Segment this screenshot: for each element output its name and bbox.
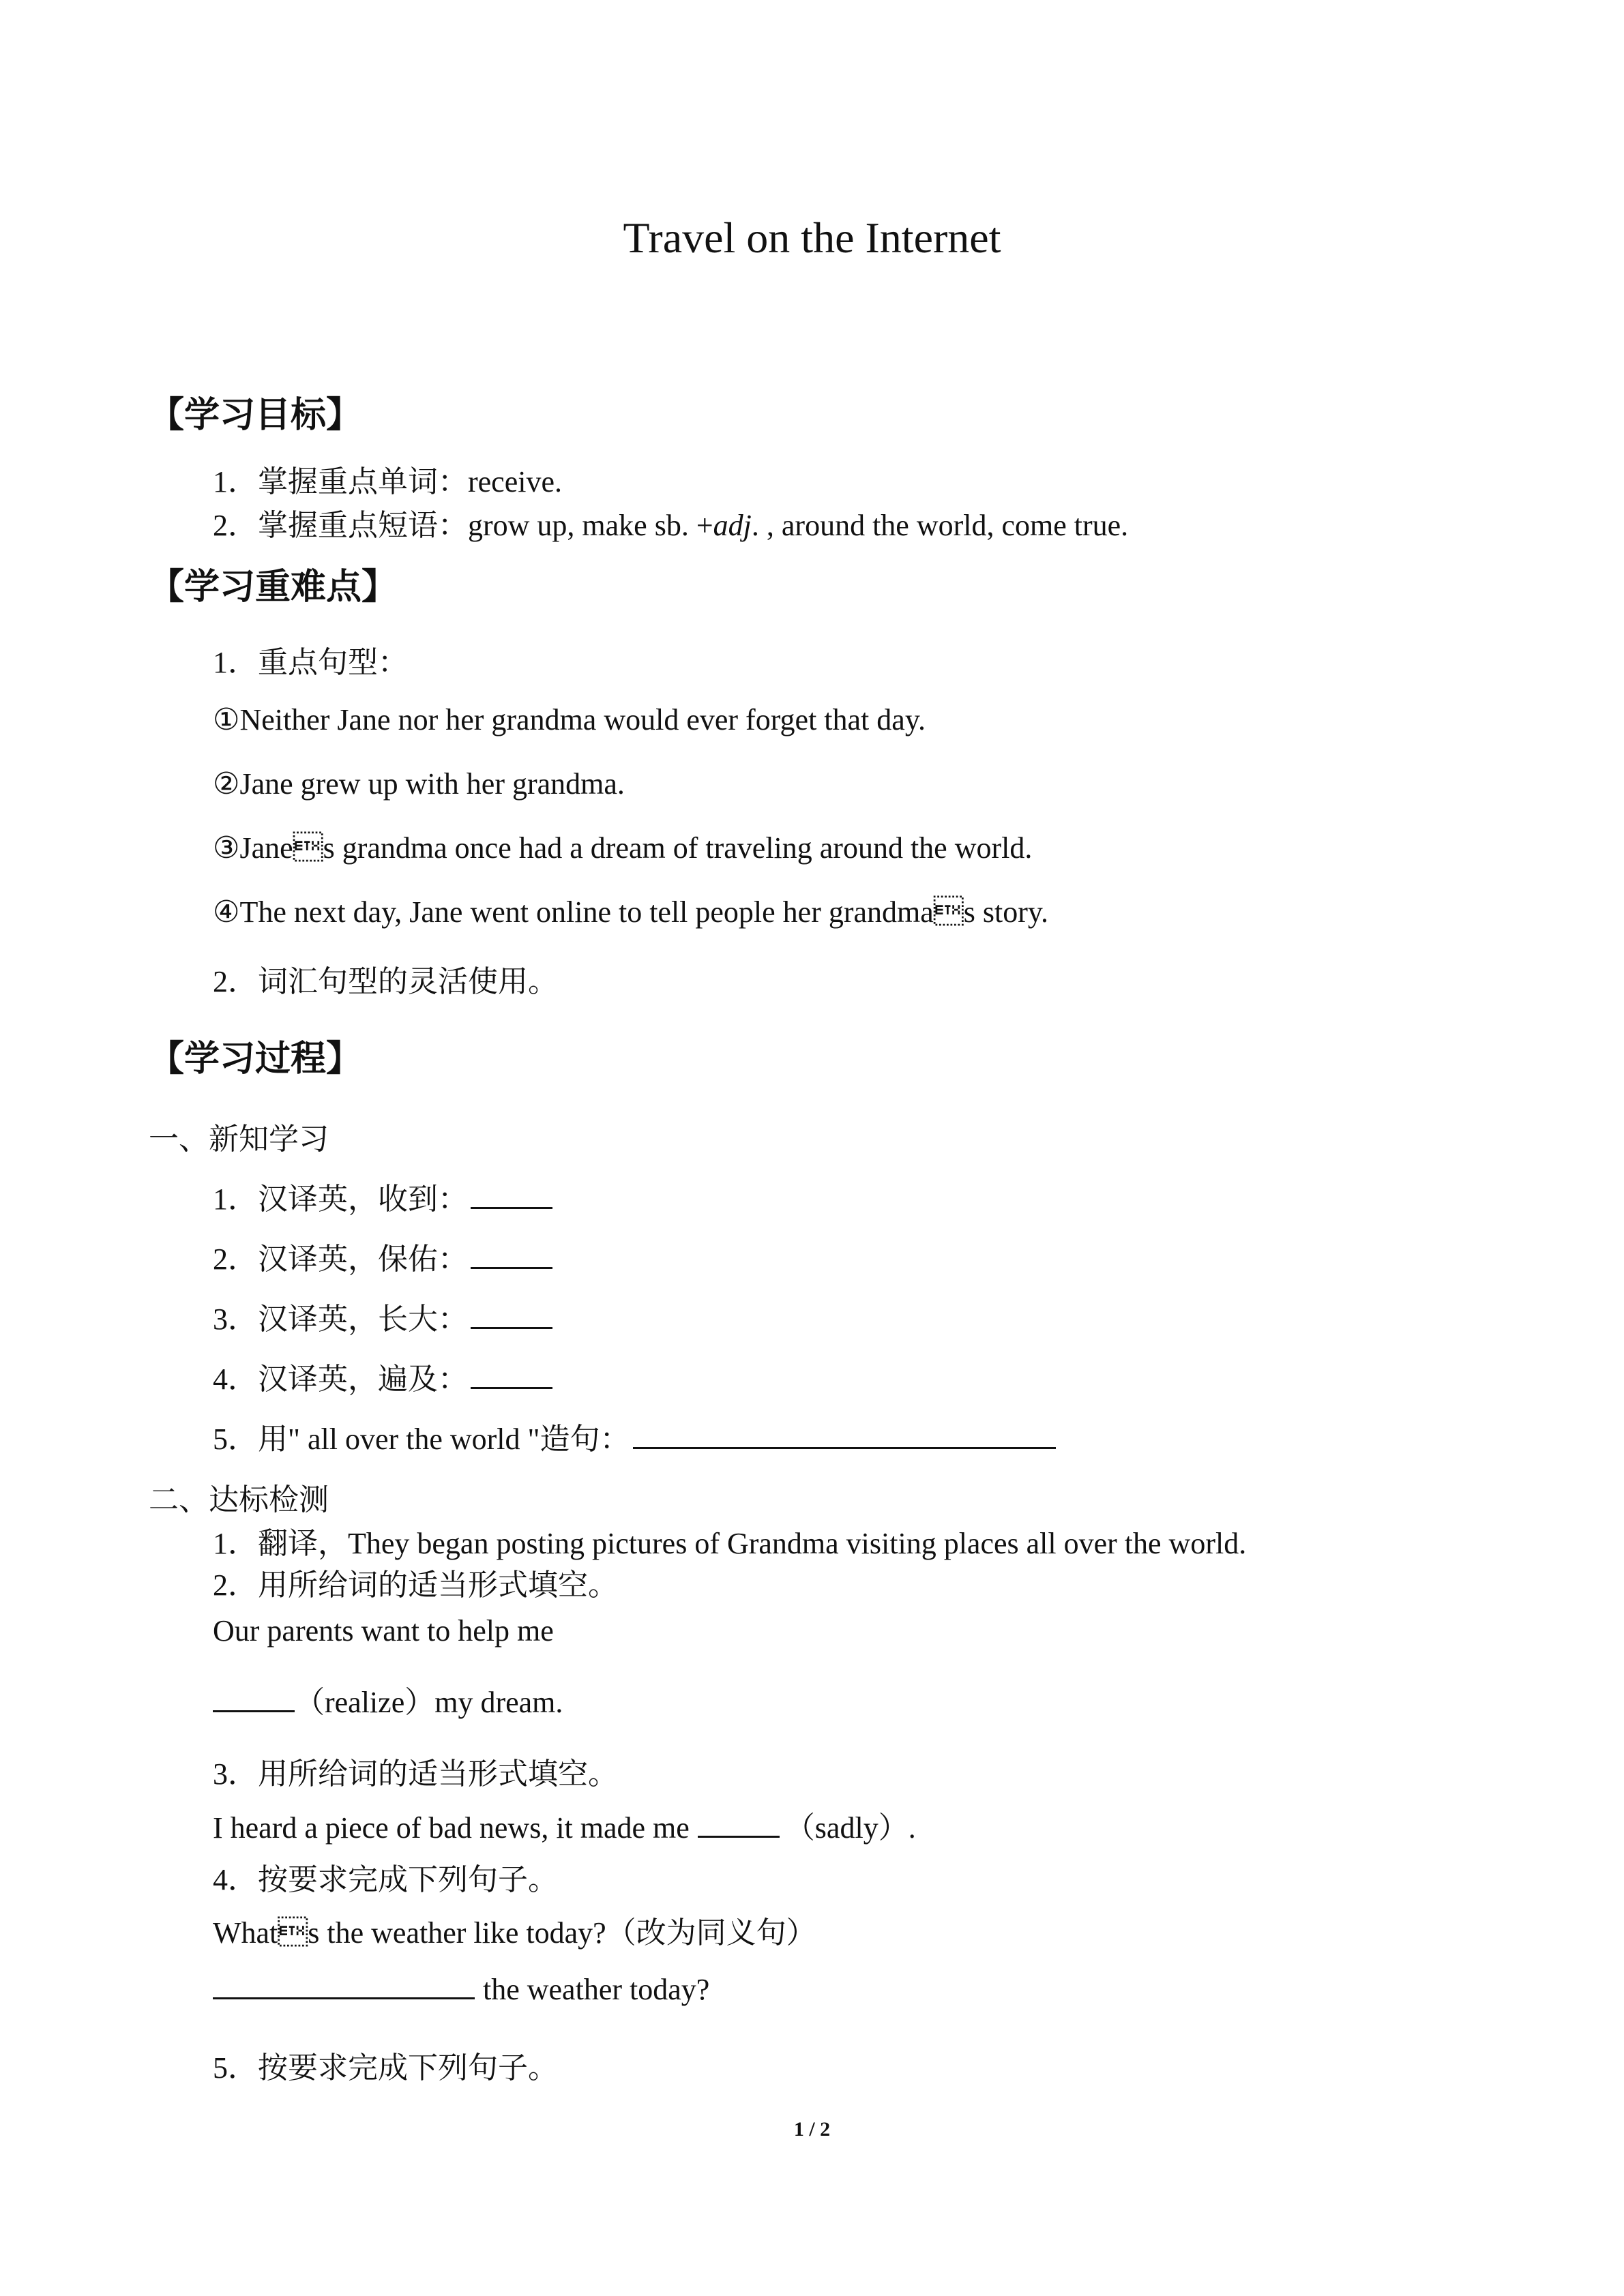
vocab-question-3-text: 3．汉译英，长大： <box>213 1302 468 1336</box>
vocab-question-1-text: 1．汉译英，收到： <box>213 1182 468 1216</box>
key-sentence-1: ①Neither Jane nor her grandma would ever forget that day. <box>213 703 926 736</box>
test-question-3-text: I heard a piece of bad news, it made me <box>213 1811 690 1845</box>
test-question-4-text: the weather today? <box>483 1973 710 2006</box>
difficulty-item-2: 2．词汇句型的灵活使用。 <box>213 965 558 998</box>
part1-title: 一、新知学习 <box>149 1122 329 1156</box>
test-question-2-line-1: Our parents want to help me <box>213 1614 554 1648</box>
section-heading-goals: 【学习目标】 <box>149 395 362 436</box>
goal-item-2-rest: . , around the world, come true. <box>751 509 1129 542</box>
test-question-4: 4．按要求完成下列句子。 <box>213 1863 558 1896</box>
test-question-2-hint: （realize）my dream. <box>295 1686 563 1719</box>
vocab-question-4 <box>213 1354 552 1398</box>
answer-blank[interactable] <box>471 1322 552 1329</box>
answer-blank[interactable] <box>633 1442 1056 1449</box>
vocab-question-2 <box>213 1234 552 1278</box>
test-question-4-line-1: Whats the weather like today?（改为同义句） <box>213 1916 816 1950</box>
key-sentence-2: ②Jane grew up with her grandma. <box>213 767 625 801</box>
test-question-1: 1．翻译，They began posting pictures of Grandma visiting places all over the world. <box>213 1527 1247 1560</box>
key-sentence-3: ③Janes grandma once had a dream of traveling around the world. <box>213 831 1033 865</box>
goal-item-2-text: 2．掌握重点短语：grow up, make sb. + <box>213 509 713 542</box>
vocab-question-4-text: 4．汉译英，遍及： <box>213 1362 468 1396</box>
goal-item-2 <box>213 501 1128 544</box>
answer-blank[interactable] <box>698 1830 780 1838</box>
page-title: Travel on the Internet <box>623 213 1001 262</box>
test-question-2-line-2 <box>213 1678 563 1721</box>
test-question-3: 3．用所给词的适当形式填空。 <box>213 1757 618 1791</box>
goal-item-2-adj: adj <box>713 509 752 542</box>
vocab-question-5 <box>213 1414 1056 1458</box>
answer-blank[interactable] <box>471 1262 552 1269</box>
vocab-question-3 <box>213 1294 552 1338</box>
difficulty-item-1: 1．重点句型： <box>213 646 408 679</box>
vocab-question-5-text: 5．用" all over the world "造句： <box>213 1422 630 1456</box>
test-question-2: 2．用所给词的适当形式填空。 <box>213 1568 618 1602</box>
part2-title: 二、达标检测 <box>149 1483 329 1517</box>
test-question-3-hint: （sadly）. <box>784 1811 916 1845</box>
key-sentence-4: ④The next day, Jane went online to tell people her grandmas story. <box>213 895 1049 929</box>
answer-blank[interactable] <box>213 1705 295 1712</box>
test-question-5: 5．按要求完成下列句子。 <box>213 2051 558 2085</box>
vocab-question-2-text: 2．汉译英，保佑： <box>213 1242 468 1276</box>
vocab-question-1 <box>213 1174 552 1218</box>
answer-blank[interactable] <box>213 1992 475 1999</box>
test-question-4-line-2 <box>213 1972 709 2007</box>
answer-blank[interactable] <box>471 1202 552 1209</box>
section-heading-difficulties: 【学习重难点】 <box>149 567 398 608</box>
answer-blank[interactable] <box>471 1382 552 1389</box>
page-number: 1 / 2 <box>793 2118 831 2141</box>
section-heading-process: 【学习过程】 <box>149 1039 362 1079</box>
test-question-3-line <box>213 1803 916 1847</box>
goal-item-1: 1．掌握重点单词：receive. <box>213 465 562 498</box>
